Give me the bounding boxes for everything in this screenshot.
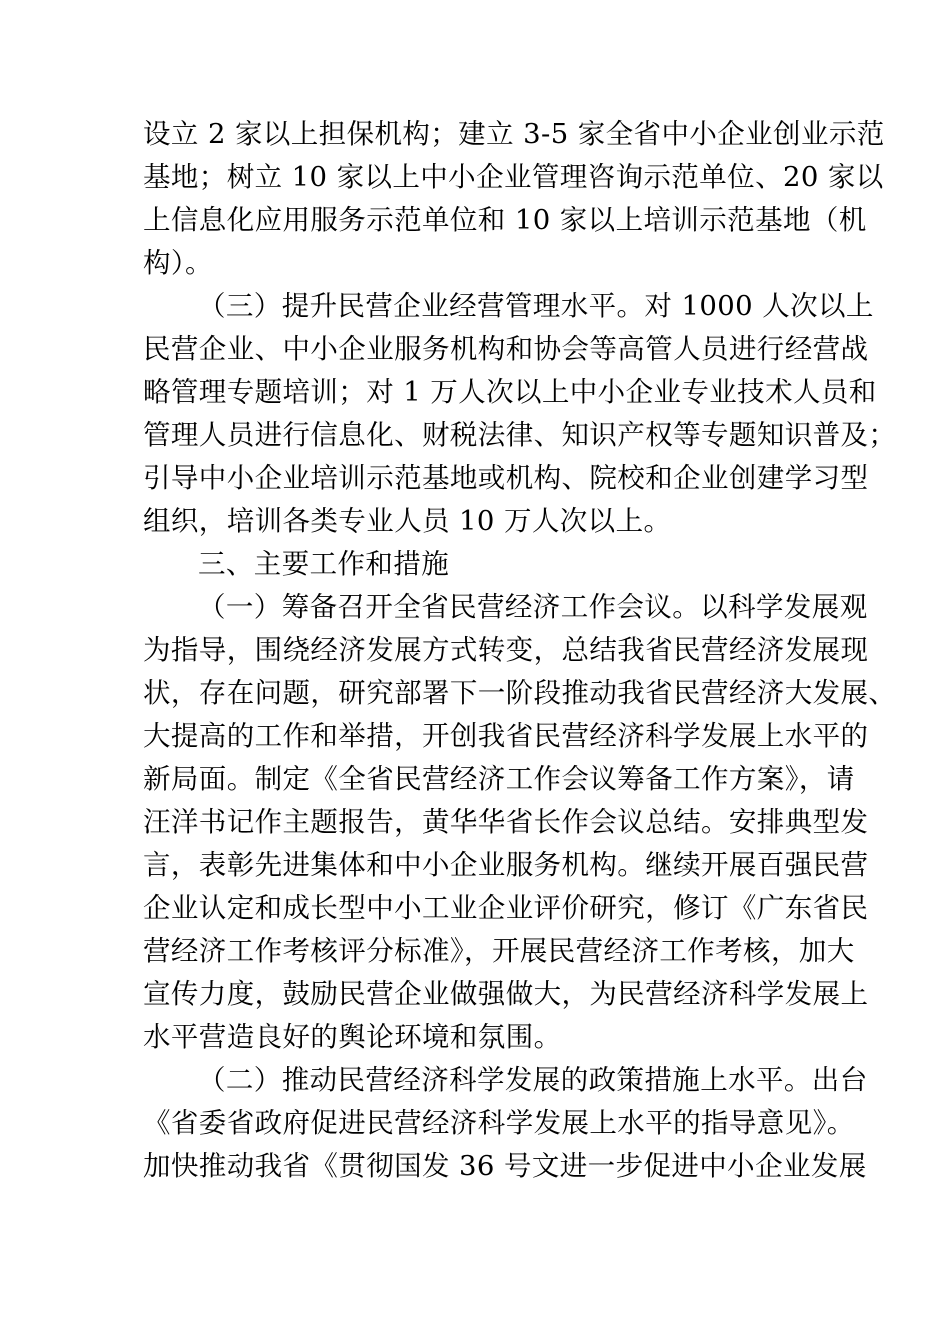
- text-line: 《省委省政府促进民营经济科学发展上水平的指导意见》。: [143, 1107, 855, 1139]
- text-line: 组织，培训各类专业人员 10 万人次以上。: [143, 505, 672, 537]
- text-line: 管理人员进行信息化、财税法律、知识产权等专题知识普及；: [143, 419, 897, 451]
- text-line: 宣传力度，鼓励民营企业做强做大，为民营经济科学发展上: [143, 978, 869, 1010]
- text-line: 企业认定和成长型中小工业企业评价研究，修订《广东省民: [143, 892, 869, 924]
- text-line: 上信息化应用服务示范单位和 10 家以上培训示范基地（机: [143, 204, 867, 236]
- text-line: 构）。: [143, 247, 213, 279]
- text-line: 引导中小企业培训示范基地或机构、院校和企业创建学习型: [143, 462, 869, 494]
- section-heading: 三、主要工作和措施: [198, 548, 450, 580]
- text-line: 言，表彰先进集体和中小企业服务机构。继续开展百强民营: [143, 849, 869, 881]
- text-line: 略管理专题培训；对 1 万人次以上中小企业专业技术人员和: [143, 376, 877, 408]
- text-line: 设立 2 家以上担保机构；建立 3-5 家全省中小企业创业示范: [143, 118, 885, 150]
- text-line: 新局面。制定《全省民营经济工作会议筹备工作方案》，请: [143, 763, 855, 795]
- text-line: （一）筹备召开全省民营经济工作会议。以科学发展观: [198, 591, 868, 623]
- text-line: 基地；树立 10 家以上中小企业管理咨询示范单位、20 家以: [143, 161, 884, 193]
- text-line: 汪洋书记作主题报告，黄华华省长作会议总结。安排典型发: [143, 806, 869, 838]
- text-line: 大提高的工作和举措，开创我省民营经济科学发展上水平的: [143, 720, 869, 752]
- text-line: 状，存在问题，研究部署下一阶段推动我省民营经济大发展、: [143, 677, 897, 709]
- text-line: 营经济工作考核评分标准》，开展民营经济工作考核，加大: [143, 935, 855, 967]
- document-body: [143, 113, 897, 1188]
- text-line: 水平营造良好的舆论环境和氛围。: [143, 1021, 562, 1053]
- text-line: 为指导，围绕经济发展方式转变，总结我省民营经济发展现: [143, 634, 869, 666]
- text-line: （二）推动民营经济科学发展的政策措施上水平。出台: [198, 1064, 868, 1096]
- text-line: （三）提升民营企业经营管理水平。对 1000 人次以上: [198, 290, 874, 322]
- text-line: 加快推动我省《贯彻国发 36 号文进一步促进中小企业发展: [143, 1150, 867, 1182]
- text-line: 民营企业、中小企业服务机构和协会等高管人员进行经营战: [143, 333, 869, 365]
